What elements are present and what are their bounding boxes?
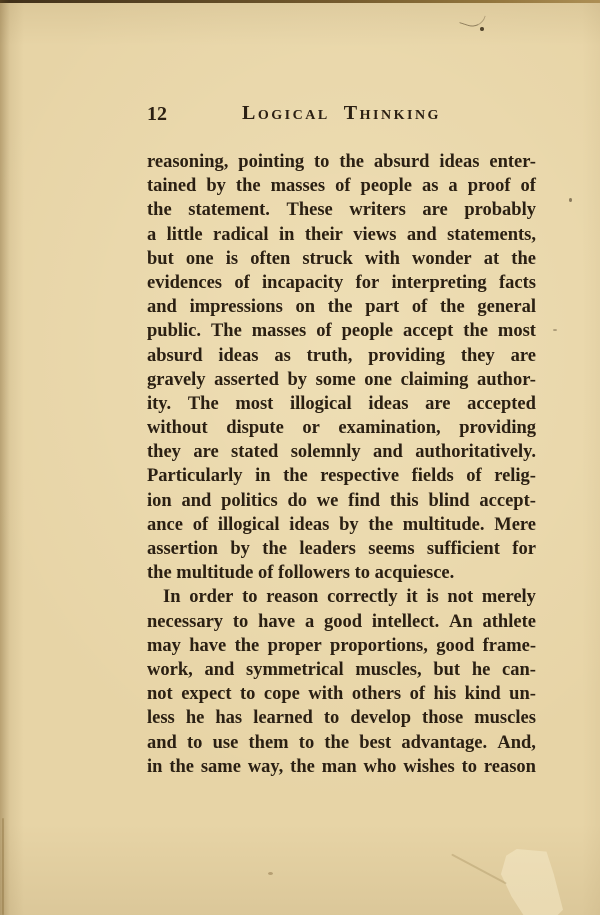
text-line: in the same way, the man who wishes to reason [147, 756, 536, 777]
page-top-edge [0, 0, 600, 3]
running-title: Logical Thinking [242, 102, 441, 124]
text-line: ance of illogical ideas by the multitude. Mere [147, 514, 536, 535]
text-line: In order to reason correctly it is not merely [163, 587, 536, 608]
text-line: and impressions on the part of the general [147, 297, 536, 318]
text-line: work, and symmetrical muscles, but he can- [147, 659, 536, 680]
text-line: gravely asserted by some one claiming author- [147, 369, 536, 390]
text-line: a little radical in their views and statements, [147, 224, 536, 245]
text-line: the statement. These writers are probably [147, 200, 536, 221]
text-line: and to use them to the best advantage. And, [147, 732, 536, 753]
paper-speck [553, 329, 557, 331]
paper-speck [268, 872, 273, 875]
page-number: 12 [147, 103, 167, 125]
text-line: tained by the masses of people as a proof of [147, 176, 536, 197]
text-line: absurd ideas as truth, providing they are [147, 345, 536, 366]
text-line: assertion by the leaders seems sufficient for [147, 539, 536, 559]
text-line: the multitude of followers to acquiesce. [147, 563, 455, 584]
text-line: without dispute or examination, providing [147, 418, 536, 439]
text-line: public. The masses of people accept the most [147, 321, 536, 342]
text-line: evidences of incapacity for interpreting facts [147, 272, 536, 293]
page-tear-crease [451, 854, 507, 885]
text-line: reasoning, pointing to the absurd ideas enter- [147, 152, 536, 172]
page-edge-crease [2, 818, 4, 915]
text-line: ion and politics do we find this blind accept- [147, 490, 536, 511]
text-line: necessary to have a good intellect. An athlete [147, 611, 536, 632]
text-line: less he has learned to develop those muscles [147, 708, 536, 729]
page-tear-mark [497, 849, 563, 915]
text-line: ity. The most illogical ideas are accepted [147, 393, 536, 414]
text-line: but one is often struck with wonder at the [147, 248, 536, 269]
page-left-edge [0, 0, 10, 915]
text-line: not expect to cope with others of his kind un- [147, 684, 536, 705]
text-line: Particularly in the respective fields of relig- [147, 466, 536, 487]
text-block [147, 150, 536, 779]
text-line: they are stated solemnly and authoritatively. [147, 442, 536, 463]
text-line: may have the proper proportions, good frame- [147, 635, 536, 656]
ink-dot [480, 27, 484, 31]
paper-speck [569, 198, 572, 202]
